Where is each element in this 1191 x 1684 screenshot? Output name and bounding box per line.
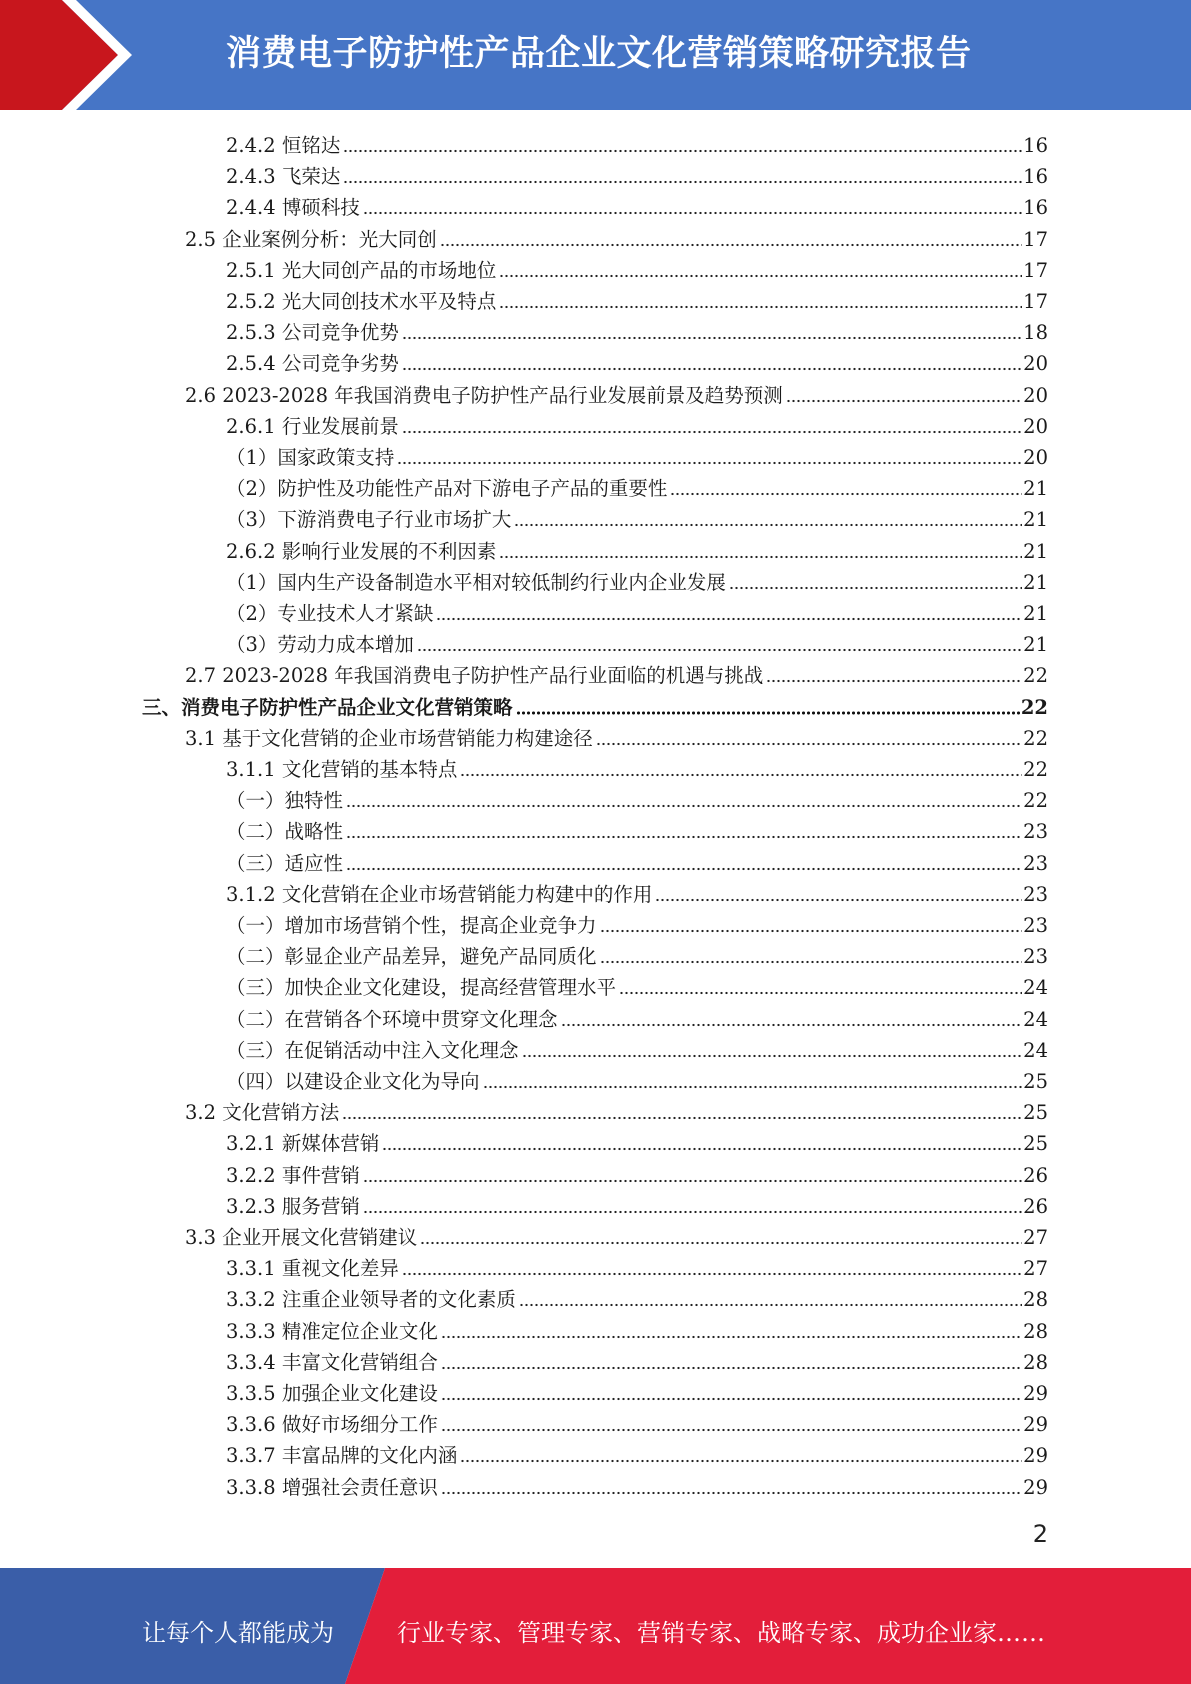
- toc-leader-dots: [402, 1272, 1022, 1276]
- toc-entry[interactable]: [226, 1032, 1048, 1063]
- toc-entry[interactable]: [226, 439, 1048, 470]
- toc-leader-dots: [670, 492, 1022, 496]
- toc-entry-label: 3.3.2 注重企业领导者的文化素质: [226, 1288, 516, 1312]
- toc-entry-page: 28: [1023, 1350, 1048, 1374]
- toc-entry[interactable]: [185, 377, 1048, 408]
- toc-entry-label: 2.5.2 光大同创技术水平及特点: [226, 290, 497, 313]
- toc-entry-page: 21: [1023, 508, 1048, 532]
- toc-entry-page: 22: [1023, 789, 1048, 813]
- document-title: 消费电子防护性产品企业文化营销策略研究报告: [226, 34, 972, 74]
- toc-leader-dots: [441, 1491, 1022, 1495]
- toc-entry-page: 24: [1023, 976, 1048, 1000]
- toc-entry-label: （一）独特性: [226, 789, 344, 813]
- toc-leader-dots: [343, 180, 1022, 184]
- toc-entry[interactable]: [226, 1469, 1048, 1500]
- toc-entry-label: 2.4.3 飞荣达: [226, 165, 341, 189]
- toc-entry-page: 20: [1023, 446, 1048, 469]
- toc-entry[interactable]: [226, 314, 1048, 345]
- toc-leader-dots: [655, 898, 1022, 902]
- toc-leader-dots: [441, 1366, 1022, 1370]
- toc-entry-label: （3）劳动力成本增加: [226, 633, 414, 657]
- toc-leader-dots: [499, 555, 1022, 559]
- toc-leader-dots: [519, 1303, 1022, 1307]
- toc-entry[interactable]: [226, 938, 1048, 969]
- toc-leader-dots: [516, 711, 1020, 715]
- toc-entry[interactable]: [226, 127, 1048, 158]
- toc-entry-label: （三）加快企业文化建设，提高经营管理水平: [226, 976, 617, 1000]
- toc-leader-dots: [561, 1023, 1023, 1027]
- toc-leader-dots: [596, 742, 1022, 746]
- toc-entry-page: 27: [1023, 1226, 1048, 1249]
- footer-banner: [0, 1568, 1191, 1684]
- toc-entry-label: 2.6 2023-2028 年我国消费电子防护性产品行业发展前景及趋势预测: [185, 383, 783, 407]
- toc-entry-page: 26: [1023, 1163, 1048, 1187]
- toc-entry-page: 16: [1023, 134, 1048, 157]
- toc-entry-page: 17: [1023, 290, 1048, 313]
- toc-entry[interactable]: [226, 1281, 1048, 1312]
- toc-entry-page: 25: [1023, 1101, 1048, 1125]
- toc-entry[interactable]: [185, 1219, 1048, 1250]
- toc-entry[interactable]: [226, 595, 1048, 626]
- toc-entry-label: 2.6.2 影响行业发展的不利因素: [226, 539, 497, 563]
- toc-leader-dots: [441, 1335, 1022, 1339]
- toc-entry-label: 三、消费电子防护性产品企业文化营销策略: [142, 695, 513, 719]
- toc-leader-dots: [441, 1397, 1022, 1401]
- toc-leader-dots: [786, 399, 1022, 403]
- toc-entry-label: 2.7 2023-2028 年我国消费电子防护性产品行业面临的机遇与挑战: [185, 664, 764, 688]
- toc-entry-label: 3.1 基于文化营销的企业市场营销能力构建途径: [185, 726, 593, 750]
- toc-entry-page: 28: [1023, 1288, 1048, 1312]
- toc-entry[interactable]: [142, 689, 1048, 720]
- toc-entry-label: （二）彰显企业产品差异，避免产品同质化: [226, 945, 597, 969]
- toc-entry-label: 2.6.1 行业发展前景: [226, 414, 399, 438]
- toc-entry-label: 3.1.1 文化营销的基本特点: [226, 758, 458, 781]
- toc-entry-page: 23: [1023, 914, 1048, 937]
- toc-entry-page: 17: [1023, 227, 1048, 251]
- toc-entry-page: 29: [1023, 1475, 1048, 1499]
- toc-entry[interactable]: [226, 907, 1048, 938]
- toc-entry-page: 20: [1023, 352, 1048, 376]
- toc-entry-label: （1）国内生产设备制造水平相对较低制约行业内企业发展: [226, 570, 726, 594]
- toc-entry-page: 22: [1020, 695, 1048, 719]
- toc-entry[interactable]: [226, 1437, 1048, 1468]
- toc-entry-page: 22: [1023, 664, 1048, 688]
- toc-entry[interactable]: [226, 1125, 1048, 1156]
- toc-entry[interactable]: [226, 470, 1048, 501]
- toc-entry-page: 24: [1023, 1038, 1048, 1062]
- toc-entry-label: 3.3 企业开展文化营销建议: [185, 1226, 418, 1249]
- toc-entry[interactable]: [226, 626, 1048, 657]
- header-arrow-decoration: [0, 0, 150, 110]
- toc-leader-dots: [499, 274, 1022, 278]
- footer-slogan-left: 让每个人都能成为: [142, 1619, 334, 1647]
- toc-entry[interactable]: [226, 501, 1048, 532]
- toc-entry[interactable]: [226, 1406, 1048, 1437]
- toc-entry-label: 3.3.5 加强企业文化建设: [226, 1382, 438, 1405]
- toc-entry[interactable]: [226, 1375, 1048, 1406]
- toc-entry[interactable]: [226, 283, 1048, 314]
- toc-leader-dots: [402, 430, 1022, 434]
- toc-entry-page: 21: [1023, 570, 1048, 594]
- toc-entry-label: 3.2.3 服务营销: [226, 1194, 360, 1218]
- toc-leader-dots: [363, 1179, 1022, 1183]
- toc-entry-label: 3.1.2 文化营销在企业市场营销能力构建中的作用: [226, 882, 653, 906]
- toc-entry[interactable]: [226, 1157, 1048, 1188]
- toc-leader-dots: [346, 867, 1022, 871]
- toc-entry-label: （三）在促销活动中注入文化理念: [226, 1038, 519, 1062]
- toc-entry-page: 16: [1023, 196, 1048, 220]
- toc-entry[interactable]: [226, 189, 1048, 220]
- toc-leader-dots: [522, 1054, 1023, 1058]
- toc-leader-dots: [460, 773, 1022, 777]
- toc-entry-label: （2）专业技术人才紧缺: [226, 602, 434, 625]
- toc-entry[interactable]: [226, 845, 1048, 876]
- toc-entry-label: （三）适应性: [226, 851, 344, 875]
- toc-entry[interactable]: [185, 1094, 1048, 1125]
- toc-leader-dots: [363, 211, 1022, 215]
- toc-leader-dots: [397, 461, 1022, 465]
- footer-slogan-right: 行业专家、管理专家、营销专家、战略专家、成功企业家……: [397, 1619, 1045, 1647]
- toc-leader-dots: [460, 1459, 1022, 1463]
- toc-entry-page: 26: [1023, 1194, 1048, 1218]
- toc-entry-label: 3.2.1 新媒体营销: [226, 1132, 380, 1156]
- toc-entry[interactable]: [226, 408, 1048, 439]
- toc-leader-dots: [402, 336, 1022, 340]
- toc-entry-page: 20: [1023, 383, 1048, 407]
- toc-leader-dots: [343, 149, 1022, 153]
- toc-leader-dots: [440, 243, 1022, 247]
- toc-entry[interactable]: [226, 1001, 1048, 1032]
- toc-entry-label: （1）国家政策支持: [226, 446, 395, 469]
- toc-entry-page: 17: [1023, 258, 1048, 282]
- toc-entry-label: 2.4.2 恒铭达: [226, 134, 341, 157]
- toc-entry-page: 21: [1023, 633, 1048, 657]
- toc-entry-label: （2）防护性及功能性产品对下游电子产品的重要性: [226, 477, 668, 501]
- toc-leader-dots: [402, 367, 1022, 371]
- toc-entry[interactable]: [226, 782, 1048, 813]
- toc-leader-dots: [499, 305, 1022, 309]
- toc-leader-dots: [382, 1147, 1022, 1151]
- toc-entry[interactable]: [185, 221, 1048, 252]
- toc-entry-page: 27: [1023, 1257, 1048, 1281]
- toc-leader-dots: [600, 929, 1023, 933]
- toc-leader-dots: [346, 835, 1022, 839]
- toc-entry-page: 24: [1023, 1007, 1048, 1031]
- header-banner: [0, 0, 1191, 110]
- toc-entry-label: （二）战略性: [226, 820, 344, 844]
- toc-entry-page: 23: [1023, 851, 1048, 875]
- toc-entry-label: （一）增加市场营销个性，提高企业竞争力: [226, 914, 597, 937]
- toc-entry[interactable]: [185, 657, 1048, 688]
- toc-entry[interactable]: [226, 876, 1048, 907]
- toc-entry[interactable]: [226, 813, 1048, 844]
- toc-leader-dots: [729, 586, 1022, 590]
- toc-entry-page: 23: [1023, 945, 1048, 969]
- toc-entry-page: 22: [1023, 758, 1048, 781]
- toc-entry-page: 28: [1023, 1319, 1048, 1343]
- toc-leader-dots: [619, 991, 1022, 995]
- toc-leader-dots: [436, 617, 1022, 621]
- toc-entry[interactable]: [226, 1250, 1048, 1281]
- toc-entry[interactable]: [226, 533, 1048, 564]
- toc-entry-page: 21: [1023, 602, 1048, 625]
- toc-entry-label: 3.3.8 增强社会责任意识: [226, 1475, 438, 1499]
- toc-entry-label: 3.3.7 丰富品牌的文化内涵: [226, 1444, 458, 1468]
- toc-entry-label: 3.2 文化营销方法: [185, 1101, 340, 1125]
- toc-entry[interactable]: [226, 564, 1048, 595]
- toc-entry-label: 3.2.2 事件营销: [226, 1163, 360, 1187]
- toc-entry[interactable]: [226, 751, 1048, 782]
- toc-entry-page: 25: [1023, 1070, 1048, 1093]
- toc-entry[interactable]: [226, 1344, 1048, 1375]
- toc-leader-dots: [363, 1210, 1022, 1214]
- toc-leader-dots: [600, 960, 1023, 964]
- toc-leader-dots: [483, 1085, 1023, 1089]
- toc-entry-label: 2.5.4 公司竞争劣势: [226, 352, 399, 376]
- toc-entry-page: 29: [1023, 1382, 1048, 1405]
- toc-entry-label: （二）在营销各个环境中贯穿文化理念: [226, 1007, 558, 1031]
- toc-entry-label: （四）以建设企业文化为导向: [226, 1070, 480, 1093]
- toc-leader-dots: [766, 679, 1022, 683]
- toc-entry-page: 29: [1023, 1444, 1048, 1468]
- toc-entry-label: 3.3.1 重视文化差异: [226, 1257, 399, 1281]
- toc-entry[interactable]: [226, 158, 1048, 189]
- toc-leader-dots: [420, 1241, 1022, 1245]
- toc-leader-dots: [346, 804, 1022, 808]
- toc-entry-page: 21: [1023, 477, 1048, 501]
- toc-entry-label: 2.5.3 公司竞争优势: [226, 321, 399, 345]
- toc-entry[interactable]: [226, 1313, 1048, 1344]
- toc-entry[interactable]: [226, 969, 1048, 1000]
- toc-entry-page: 22: [1023, 726, 1048, 750]
- toc-leader-dots: [441, 1428, 1022, 1432]
- toc-entry[interactable]: [226, 1063, 1048, 1094]
- toc-entry[interactable]: [226, 345, 1048, 376]
- toc-entry-page: 21: [1023, 539, 1048, 563]
- toc-entry-page: 25: [1023, 1132, 1048, 1156]
- toc-entry-label: 3.3.6 做好市场细分工作: [226, 1413, 438, 1437]
- toc-entry-label: 3.3.4 丰富文化营销组合: [226, 1350, 438, 1374]
- toc-entry-label: 2.4.4 博硕科技: [226, 196, 360, 220]
- toc-entry-page: 23: [1023, 820, 1048, 844]
- toc-entry-page: 29: [1023, 1413, 1048, 1437]
- toc-entry-label: 2.5.1 光大同创产品的市场地位: [226, 258, 497, 282]
- toc-entry-page: 23: [1023, 882, 1048, 906]
- toc-entry-label: 3.3.3 精准定位企业文化: [226, 1319, 438, 1343]
- toc-entry-page: 18: [1023, 321, 1048, 345]
- toc-entry[interactable]: [185, 720, 1048, 751]
- toc-entry[interactable]: [226, 252, 1048, 283]
- toc-entry-page: 20: [1023, 414, 1048, 438]
- toc-entry-page: 16: [1023, 165, 1048, 189]
- toc-leader-dots: [342, 1116, 1022, 1120]
- page-number: 2: [1032, 1520, 1048, 1548]
- toc-entry-label: （3）下游消费电子行业市场扩大: [226, 508, 512, 532]
- toc-entry[interactable]: [226, 1188, 1048, 1219]
- toc-entry-label: 2.5 企业案例分析：光大同创: [185, 227, 437, 251]
- toc-leader-dots: [417, 648, 1022, 652]
- toc-leader-dots: [514, 523, 1022, 527]
